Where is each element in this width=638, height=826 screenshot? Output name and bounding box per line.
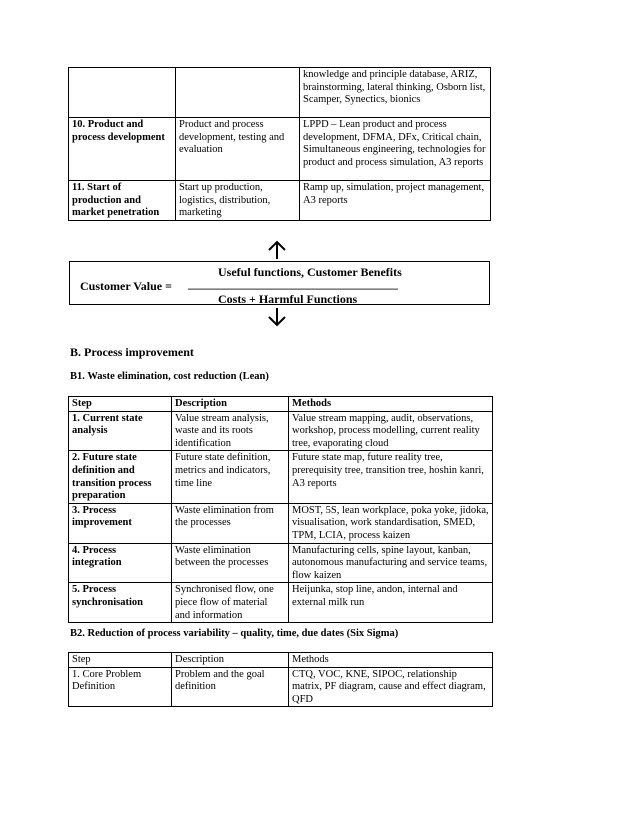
- table-cell: 4. Process integration: [69, 543, 172, 583]
- table-row: [69, 667, 493, 707]
- table-cell: Future state definition, metrics and indicators, time line: [172, 451, 289, 503]
- table-cell: Ramp up, simulation, project management, A3 reports: [300, 181, 491, 221]
- customer-value-formula: [69, 261, 490, 305]
- table-cell: Synchronised flow, one piece flow of material and information: [172, 583, 289, 623]
- table-cell: [69, 68, 176, 118]
- table-header: Methods: [289, 653, 493, 668]
- table-cell: 2. Future state definition and transition process preparation: [69, 451, 172, 503]
- table-cell: Waste elimination between the processes: [172, 543, 289, 583]
- table-cell: Manufacturing cells, spine layout, kanban, autonomous manufacturing and service teams, flow kaizen: [289, 543, 493, 583]
- formula-numerator: Useful functions, Customer Benefits: [218, 265, 402, 279]
- table-row: [69, 181, 491, 221]
- table-row: [69, 503, 493, 543]
- table-cell: Problem and the goal definition: [172, 667, 289, 707]
- table-header: Step: [69, 653, 172, 668]
- table-cell: 3. Process improvement: [69, 503, 172, 543]
- table-cell: LPPD – Lean product and process development, DFMA, DFx, Critical chain, Simultaneous engineering, technologies for product and process simulation, A3 reports: [300, 118, 491, 181]
- table-cell: Product and process development, testing and evaluation: [176, 118, 300, 181]
- table-header-row: [69, 397, 493, 412]
- subsection-heading: B2. Reduction of process variability – quality, time, due dates (Six Sigma): [70, 628, 399, 639]
- table-row: [69, 543, 493, 583]
- table-cell: knowledge and principle database, ARIZ, brainstorming, lateral thinking, Osborn list, Scamper, Synectics, bionics: [300, 68, 491, 118]
- subsection-heading: B1. Waste elimination, cost reduction (Lean): [70, 371, 269, 382]
- formula-fraction-line: ___________________________________: [188, 277, 398, 291]
- table-header-row: [69, 653, 493, 668]
- formula-label: Customer Value =: [80, 279, 172, 293]
- table-row: [69, 118, 491, 181]
- table-cell: 5. Process synchronisation: [69, 583, 172, 623]
- table-cell: Heijunka, stop line, andon, internal and external milk run: [289, 583, 493, 623]
- table-header: Step: [69, 397, 172, 412]
- table-row: [69, 451, 493, 503]
- table-cell: MOST, 5S, lean workplace, poka yoke, jidoka, visualisation, work standardisation, SMED, TPM, LCIA, process kaizen: [289, 503, 493, 543]
- table-row: [69, 583, 493, 623]
- table-header: Description: [172, 397, 289, 412]
- formula-denominator: Costs + Harmful Functions: [218, 292, 358, 306]
- table-cell: 10. Product and process development: [69, 118, 176, 181]
- table-header: Methods: [289, 397, 493, 412]
- product-development-table: [68, 67, 491, 221]
- table-cell: 1. Current state analysis: [69, 411, 172, 451]
- table-cell: 11. Start of production and market penetration: [69, 181, 176, 221]
- table-cell: Waste elimination from the processes: [172, 503, 289, 543]
- table-cell: Start up production, logistics, distribution, marketing: [176, 181, 300, 221]
- lean-table: [68, 396, 493, 623]
- table-cell: Future state map, future reality tree, prerequisity tree, transition tree, hoshin kanri, A3 reports: [289, 451, 493, 503]
- table-row: [69, 411, 493, 451]
- arrow-up-icon: [268, 240, 286, 260]
- section-heading: B. Process improvement: [70, 345, 194, 359]
- table-cell: Value stream analysis, waste and its roots identification: [172, 411, 289, 451]
- table-cell: Value stream mapping, audit, observations, workshop, process modelling, current reality tree, evaporating cloud: [289, 411, 493, 451]
- table-cell: CTQ, VOC, KNE, SIPOC, relationship matrix, PF diagram, cause and effect diagram, QFD: [289, 667, 493, 707]
- table-cell: 1. Core Problem Definition: [69, 667, 172, 707]
- table-cell: [176, 68, 300, 118]
- arrow-down-icon: [268, 307, 286, 327]
- six-sigma-table: [68, 652, 493, 707]
- table-header: Description: [172, 653, 289, 668]
- table-row: [69, 68, 491, 118]
